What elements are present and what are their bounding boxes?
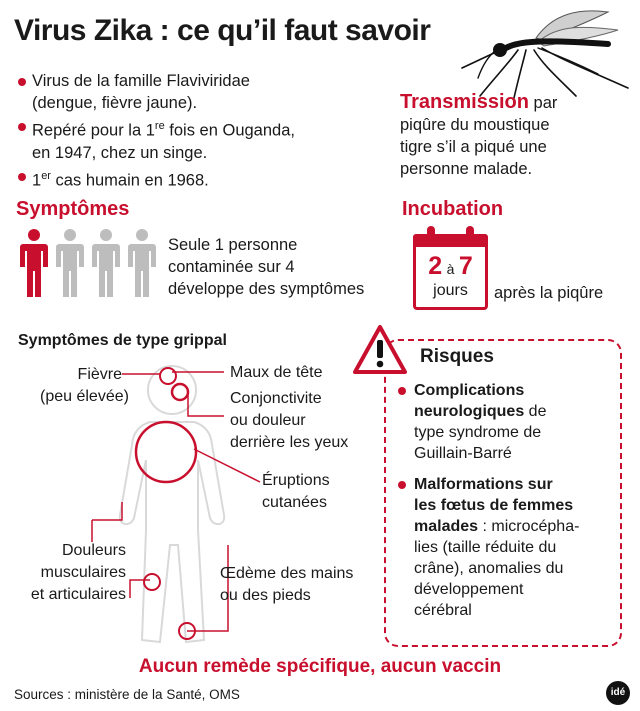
- mosquito-icon: [458, 4, 634, 100]
- grippal-title: Symptômes de type grippal: [18, 332, 227, 349]
- risks-list: [398, 380, 618, 631]
- symptom-conjonctivite: Conjonctivite ou douleur derrière les yeux: [230, 390, 349, 451]
- people-ratio-icon: [16, 228, 164, 300]
- fact-item-discovery: Repéré pour la 1re fois en Ouganda, en 1947, chez un singe.: [14, 115, 344, 164]
- bullet-dot-icon: [398, 481, 406, 489]
- symptomes-text: Seule 1 personne contaminée sur 4 développe des symptômes: [168, 236, 365, 298]
- incubation-unit: jours: [433, 282, 468, 299]
- sources-note: Sources : ministère de la Santé, OMS: [14, 687, 240, 702]
- ide-logo-icon: idé: [606, 681, 630, 705]
- person-grey-icon: [56, 229, 84, 297]
- person-grey-icon: [92, 229, 120, 297]
- bullet-dot-icon: [398, 387, 406, 395]
- symptom-douleurs: Douleurs musculaires et articulaires: [30, 542, 126, 603]
- incubation-title: Incubation: [402, 198, 504, 220]
- risk-item-malformations: Malformations sur les fœtus de femmes malades : microcépha- lies (taille réduite du crâne), anomalies du développement cérébral: [398, 474, 618, 621]
- symptom-eruptions: Éruptions cutanées: [262, 472, 330, 511]
- incubation-after: après la piqûre: [494, 284, 604, 302]
- footer-warning: Aucun remède spécifique, aucun vaccin: [138, 656, 502, 677]
- incubation-range: 2 à 7: [428, 252, 473, 280]
- fact-item-family: Virus de la famille Flaviviridae (dengue, fièvre jaune).: [14, 70, 344, 114]
- fact-item-first-human: 1er cas humain en 1968.: [14, 165, 344, 192]
- page-title: Virus Zika : ce qu’il faut savoir: [14, 14, 431, 47]
- symptom-maux: Maux de tête: [230, 364, 323, 381]
- symptomes-title: Symptômes: [16, 198, 130, 220]
- risk-item-neuro: Complications neurologiques de type syndrome de Guillain-Barré: [398, 380, 618, 464]
- person-red-icon: [20, 229, 48, 297]
- bullet-dot-icon: [18, 173, 26, 181]
- transmission-title: Transmission: [400, 91, 529, 113]
- person-grey-icon: [128, 229, 156, 297]
- calendar-icon: [413, 226, 488, 310]
- transmission-block: Transmission par piqûre du moustique tigre s’il a piqué une personne malade.: [400, 91, 558, 178]
- facts-list: [14, 70, 344, 192]
- symptom-oedeme: Œdème des mains ou des pieds: [220, 565, 354, 604]
- symptom-fievre: Fièvre (peu élevée): [40, 366, 129, 405]
- risks-title: Risques: [420, 346, 494, 367]
- warning-icon: [352, 324, 408, 376]
- bullet-dot-icon: [18, 123, 26, 131]
- bullet-dot-icon: [18, 78, 26, 86]
